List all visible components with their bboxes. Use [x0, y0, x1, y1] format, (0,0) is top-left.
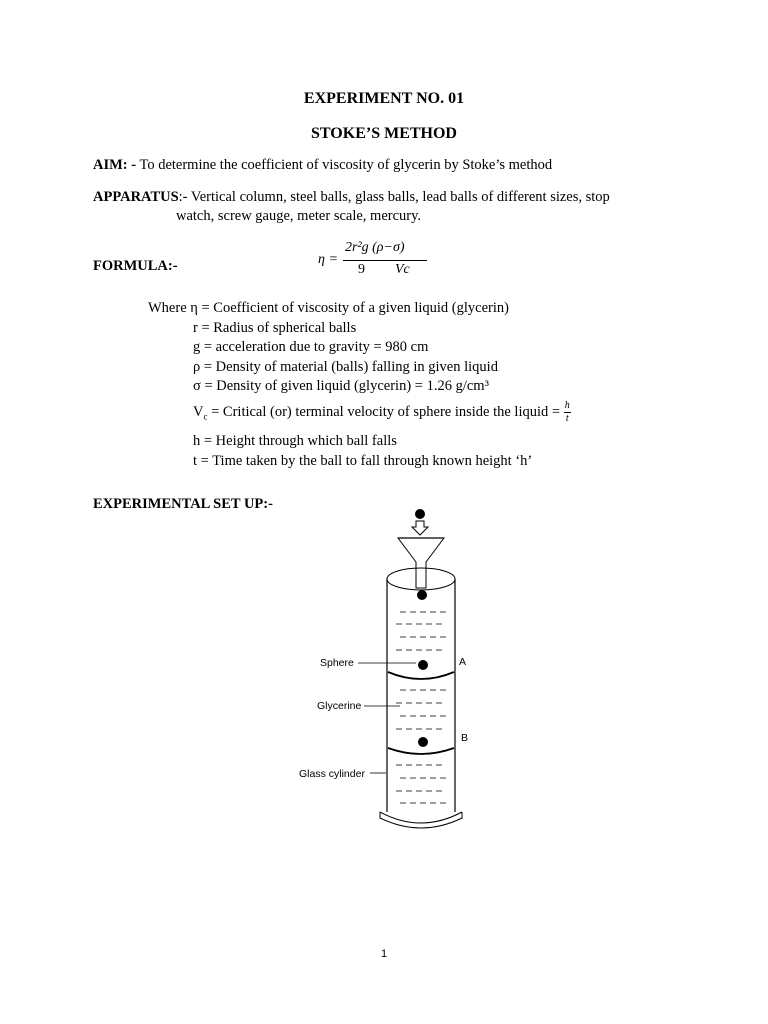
vc-fraction-den: t [565, 413, 569, 424]
ball-in-column [417, 590, 427, 600]
formula-den-left: 9 [358, 262, 365, 277]
vc-fraction [564, 400, 571, 425]
glycerine-liquid-lines [396, 612, 446, 803]
formula-den-right: Vc [395, 262, 410, 277]
vc-prefix: V [193, 403, 204, 420]
apparatus-line2: watch, screw gauge, meter scale, mercury. [176, 208, 422, 224]
definition-r: r = Radius of spherical balls [193, 320, 357, 336]
cylinder-base [380, 812, 462, 823]
formula-numerator: 2r²g (ρ−σ) [345, 240, 405, 255]
mark-b-line [388, 748, 454, 754]
aim-label: AIM: - [93, 157, 137, 173]
label-glass-cylinder: Glass cylinder [299, 768, 365, 780]
page-number: 1 [380, 948, 388, 960]
vc-fraction-num: h [564, 400, 570, 411]
definition-g: g = acceleration due to gravity = 980 cm [193, 339, 429, 355]
sphere-at-b [418, 737, 428, 747]
definition-sigma: σ = Density of given liquid (glycerin) = 1.26 g/cm³ [193, 378, 489, 394]
definition-t: t = Time taken by the ball to fall through known height ‘h’ [193, 453, 533, 469]
experimental-setup-diagram [290, 505, 490, 840]
apparatus-line1: :- Vertical column, steel balls, glass balls, lead balls of different sizes, stop [178, 189, 610, 205]
funnel-icon [398, 538, 444, 588]
down-arrow-icon [412, 521, 428, 535]
definition-h: h = Height through which ball falls [193, 433, 397, 449]
formula-lhs: η = [318, 252, 338, 267]
falling-ball-top [415, 509, 425, 519]
mark-a-line [388, 672, 454, 679]
definition-vc [193, 400, 571, 425]
aim-paragraph [93, 157, 552, 174]
apparatus-label: APPARATUS [93, 189, 179, 205]
label-mark-b: B [461, 732, 469, 744]
label-sphere: Sphere [320, 657, 354, 669]
sphere-at-a [418, 660, 428, 670]
vc-text: = Critical (or) terminal velocity of sphere inside the liquid = [207, 403, 564, 420]
definition-where: Where η = Coefficient of viscosity of a given liquid (glycerin) [148, 300, 509, 316]
aim-text: To determine the coefficient of viscosity of glycerin by Stoke’s method [139, 157, 553, 173]
apparatus-paragraph [93, 189, 610, 206]
formula-label: FORMULA:- [93, 258, 178, 274]
label-mark-a: A [459, 656, 467, 668]
experiment-title: EXPERIMENT NO. 01 [303, 90, 465, 107]
label-glycerine: Glycerine [317, 700, 362, 712]
method-title: STOKE’S METHOD [311, 125, 457, 142]
formula-equation [318, 240, 448, 284]
setup-label: EXPERIMENTAL SET UP:- [93, 496, 273, 512]
formula-fraction-bar [343, 260, 427, 261]
definition-rho: ρ = Density of material (balls) falling in given liquid [193, 359, 498, 375]
vc-subscript: c [203, 411, 208, 422]
